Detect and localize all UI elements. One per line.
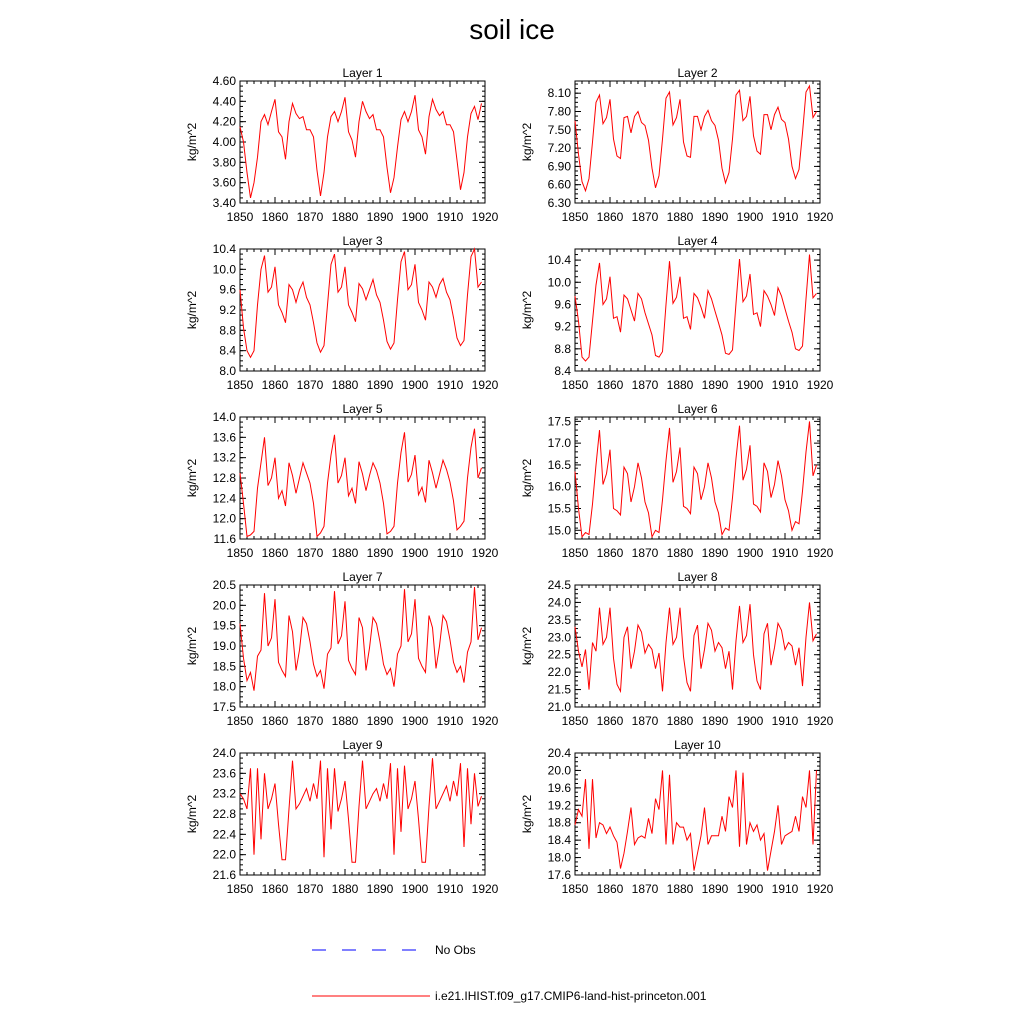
plot-frame [575, 81, 820, 203]
x-tick-label: 1890 [366, 210, 394, 224]
x-tick-label: 1850 [561, 714, 589, 728]
y-tick-label: 21.0 [547, 700, 571, 714]
y-axis-label: kg/m^2 [520, 626, 534, 666]
x-tick-label: 1900 [736, 714, 764, 728]
y-axis-label: kg/m^2 [185, 458, 199, 498]
y-tick-label: 7.20 [547, 141, 571, 156]
series-line [240, 249, 482, 357]
plot-frame [575, 753, 820, 875]
series-line [575, 86, 817, 191]
x-tick-label: 1880 [331, 714, 359, 728]
x-tick-label: 1880 [331, 546, 359, 560]
y-tick-label: 10.0 [547, 275, 571, 290]
y-tick-label: 22.4 [212, 827, 236, 842]
y-tick-label: 18.0 [212, 679, 236, 694]
y-tick-label: 16.5 [547, 457, 571, 472]
chart-panel-9 [185, 738, 499, 896]
y-tick-label: 22.8 [212, 807, 236, 821]
chart-panel-5 [185, 402, 499, 560]
x-tick-label: 1850 [226, 882, 254, 896]
panel-title: Layer 6 [677, 402, 718, 416]
x-tick-label: 1920 [471, 546, 499, 560]
x-tick-label: 1890 [701, 714, 729, 728]
x-tick-label: 1920 [806, 378, 834, 392]
series-line [575, 421, 817, 536]
page-title: soil ice [469, 14, 555, 45]
y-tick-label: 10.4 [212, 242, 236, 256]
plot-frame [575, 249, 820, 371]
x-tick-label: 1900 [401, 210, 429, 224]
x-tick-label: 1860 [596, 882, 624, 896]
series-line [575, 770, 817, 870]
panel-title: Layer 4 [677, 234, 718, 248]
y-tick-label: 18.5 [212, 659, 236, 674]
x-tick-label: 1850 [561, 378, 589, 392]
series-line [240, 429, 482, 537]
x-tick-label: 1920 [806, 882, 834, 896]
x-tick-label: 1870 [631, 882, 659, 896]
panel-title: Layer 1 [342, 66, 383, 80]
y-tick-label: 4.20 [212, 114, 236, 129]
y-tick-label: 8.4 [554, 364, 571, 378]
y-tick-label: 8.8 [219, 323, 236, 338]
x-tick-label: 1910 [436, 546, 464, 560]
y-tick-label: 8.10 [547, 86, 571, 101]
y-tick-label: 18.0 [547, 850, 571, 865]
legend-obs-label: No Obs [435, 943, 476, 957]
y-tick-label: 7.50 [547, 122, 571, 137]
y-tick-label: 3.60 [212, 175, 236, 190]
x-tick-label: 1870 [296, 210, 324, 224]
panel-title: Layer 8 [677, 570, 718, 584]
y-tick-label: 22.5 [547, 647, 571, 662]
panel-title: Layer 10 [674, 738, 721, 752]
x-tick-label: 1860 [261, 210, 289, 224]
chart-panel-3 [185, 234, 499, 392]
y-tick-label: 10.4 [547, 253, 571, 268]
x-tick-label: 1890 [701, 882, 729, 896]
y-tick-label: 13.2 [212, 450, 236, 465]
y-tick-label: 9.2 [554, 319, 571, 334]
y-tick-label: 9.6 [554, 297, 571, 312]
chart-panel-1 [185, 66, 499, 224]
x-tick-label: 1870 [631, 378, 659, 392]
x-tick-label: 1920 [471, 714, 499, 728]
y-tick-label: 23.5 [547, 612, 571, 627]
y-tick-label: 16.0 [547, 479, 571, 494]
x-tick-label: 1850 [561, 882, 589, 896]
y-tick-label: 24.0 [212, 746, 236, 760]
y-tick-label: 19.6 [547, 780, 571, 795]
panel-title: Layer 7 [342, 570, 383, 584]
y-tick-label: 24.0 [547, 595, 571, 610]
y-axis-label: kg/m^2 [185, 290, 199, 330]
y-axis-label: kg/m^2 [185, 122, 199, 162]
x-tick-label: 1860 [261, 882, 289, 896]
plot-frame [240, 753, 485, 875]
y-tick-label: 4.00 [212, 135, 236, 149]
y-tick-label: 15.5 [547, 501, 571, 516]
y-tick-label: 22.0 [212, 847, 236, 862]
panel-title: Layer 9 [342, 738, 383, 752]
y-tick-label: 6.90 [547, 159, 571, 174]
y-tick-label: 20.4 [547, 746, 571, 760]
x-tick-label: 1890 [366, 546, 394, 560]
y-tick-label: 19.0 [212, 639, 236, 653]
chart-panel-7 [185, 570, 499, 728]
x-tick-label: 1890 [701, 546, 729, 560]
x-tick-label: 1910 [436, 210, 464, 224]
x-tick-label: 1910 [771, 882, 799, 896]
x-tick-label: 1890 [366, 882, 394, 896]
x-tick-label: 1850 [226, 378, 254, 392]
y-tick-label: 14.0 [212, 410, 236, 424]
y-tick-label: 19.5 [212, 618, 236, 633]
y-tick-label: 20.0 [212, 598, 236, 613]
x-tick-label: 1900 [736, 210, 764, 224]
y-tick-label: 21.5 [547, 682, 571, 697]
y-tick-label: 12.8 [212, 471, 236, 485]
x-tick-label: 1910 [436, 378, 464, 392]
x-tick-label: 1870 [296, 714, 324, 728]
y-tick-label: 7.80 [547, 104, 571, 119]
y-tick-label: 12.4 [212, 491, 236, 506]
x-tick-label: 1870 [296, 882, 324, 896]
series-line [575, 255, 817, 362]
x-tick-label: 1870 [296, 378, 324, 392]
x-tick-label: 1850 [561, 210, 589, 224]
x-tick-label: 1880 [666, 882, 694, 896]
x-tick-label: 1860 [596, 714, 624, 728]
x-tick-label: 1850 [226, 546, 254, 560]
x-tick-label: 1900 [401, 378, 429, 392]
x-tick-label: 1910 [771, 546, 799, 560]
y-tick-label: 3.80 [212, 155, 236, 170]
plot-frame [240, 249, 485, 371]
x-tick-label: 1860 [596, 210, 624, 224]
chart-panel-6 [520, 402, 834, 560]
panel-title: Layer 3 [342, 234, 383, 248]
x-tick-label: 1910 [771, 714, 799, 728]
x-tick-label: 1900 [736, 546, 764, 560]
y-tick-label: 8.8 [554, 341, 571, 356]
plot-frame [575, 585, 820, 707]
y-tick-label: 17.6 [547, 868, 571, 882]
x-tick-label: 1900 [401, 714, 429, 728]
x-tick-label: 1900 [736, 378, 764, 392]
y-axis-label: kg/m^2 [185, 794, 199, 834]
y-tick-label: 23.6 [212, 766, 236, 781]
legend [312, 943, 707, 1003]
x-tick-label: 1870 [296, 546, 324, 560]
x-tick-label: 1880 [331, 378, 359, 392]
x-tick-label: 1910 [771, 378, 799, 392]
y-tick-label: 6.60 [547, 177, 571, 192]
x-tick-label: 1860 [261, 714, 289, 728]
x-tick-label: 1890 [366, 714, 394, 728]
x-tick-label: 1890 [701, 210, 729, 224]
x-tick-label: 1850 [226, 714, 254, 728]
x-tick-label: 1880 [331, 882, 359, 896]
y-tick-label: 4.40 [212, 94, 236, 109]
y-tick-label: 20.5 [212, 578, 236, 592]
y-tick-label: 23.2 [212, 786, 236, 801]
y-tick-label: 9.6 [219, 282, 236, 297]
y-tick-label: 8.4 [219, 343, 236, 358]
y-axis-label: kg/m^2 [185, 626, 199, 666]
y-tick-label: 23.0 [547, 630, 571, 645]
y-tick-label: 3.40 [212, 196, 236, 210]
y-tick-label: 6.30 [547, 196, 571, 210]
x-tick-label: 1860 [596, 546, 624, 560]
chart-panel-8 [520, 570, 834, 728]
legend-model-label: i.e21.IHIST.f09_g17.CMIP6-land-hist-princeton.001 [435, 989, 707, 1003]
x-tick-label: 1900 [401, 546, 429, 560]
x-tick-label: 1900 [401, 882, 429, 896]
chart-panel-4 [520, 234, 834, 392]
y-tick-label: 21.6 [212, 868, 236, 882]
plot-frame [240, 81, 485, 203]
x-tick-label: 1870 [631, 210, 659, 224]
y-tick-label: 17.5 [547, 414, 571, 429]
y-axis-label: kg/m^2 [520, 458, 534, 498]
chart-panel-10 [520, 738, 834, 896]
y-axis-label: kg/m^2 [520, 794, 534, 834]
y-axis-label: kg/m^2 [520, 290, 534, 330]
x-tick-label: 1920 [806, 210, 834, 224]
x-tick-label: 1890 [366, 378, 394, 392]
x-tick-label: 1920 [471, 882, 499, 896]
x-tick-label: 1880 [331, 210, 359, 224]
series-line [575, 602, 817, 691]
y-tick-label: 4.60 [212, 74, 236, 88]
x-tick-label: 1880 [666, 546, 694, 560]
y-tick-label: 11.6 [213, 532, 236, 546]
y-tick-label: 18.8 [547, 815, 571, 830]
x-tick-label: 1860 [261, 546, 289, 560]
x-tick-label: 1870 [631, 714, 659, 728]
x-tick-label: 1880 [666, 378, 694, 392]
x-tick-label: 1920 [806, 714, 834, 728]
x-tick-label: 1880 [666, 714, 694, 728]
x-tick-label: 1860 [261, 378, 289, 392]
y-tick-label: 24.5 [547, 578, 571, 592]
x-tick-label: 1860 [596, 378, 624, 392]
y-tick-label: 12.0 [212, 511, 236, 526]
x-tick-label: 1850 [561, 546, 589, 560]
panel-title: Layer 5 [342, 402, 383, 416]
x-tick-label: 1890 [701, 378, 729, 392]
x-tick-label: 1920 [471, 210, 499, 224]
y-tick-label: 18.4 [547, 833, 571, 848]
x-tick-label: 1900 [736, 882, 764, 896]
y-tick-label: 13.6 [212, 430, 236, 445]
y-tick-label: 15.0 [547, 523, 571, 538]
series-line [240, 95, 482, 198]
y-axis-label: kg/m^2 [520, 122, 534, 162]
x-tick-label: 1920 [471, 378, 499, 392]
y-tick-label: 22.0 [547, 665, 571, 680]
x-tick-label: 1910 [771, 210, 799, 224]
x-tick-label: 1870 [631, 546, 659, 560]
y-tick-label: 9.2 [219, 303, 236, 317]
x-tick-label: 1850 [226, 210, 254, 224]
x-tick-label: 1880 [666, 210, 694, 224]
plot-frame [240, 585, 485, 707]
x-tick-label: 1910 [436, 882, 464, 896]
y-tick-label: 17.5 [212, 700, 236, 714]
chart-panel-2 [520, 66, 834, 224]
series-line [240, 587, 482, 691]
x-tick-label: 1920 [806, 546, 834, 560]
y-tick-label: 10.0 [212, 262, 236, 277]
series-line [240, 758, 482, 862]
y-tick-label: 19.2 [547, 798, 571, 813]
x-tick-label: 1910 [436, 714, 464, 728]
panel-title: Layer 2 [677, 66, 718, 80]
y-tick-label: 20.0 [547, 763, 571, 778]
y-tick-label: 8.0 [219, 364, 236, 378]
y-tick-label: 17.0 [547, 436, 571, 451]
